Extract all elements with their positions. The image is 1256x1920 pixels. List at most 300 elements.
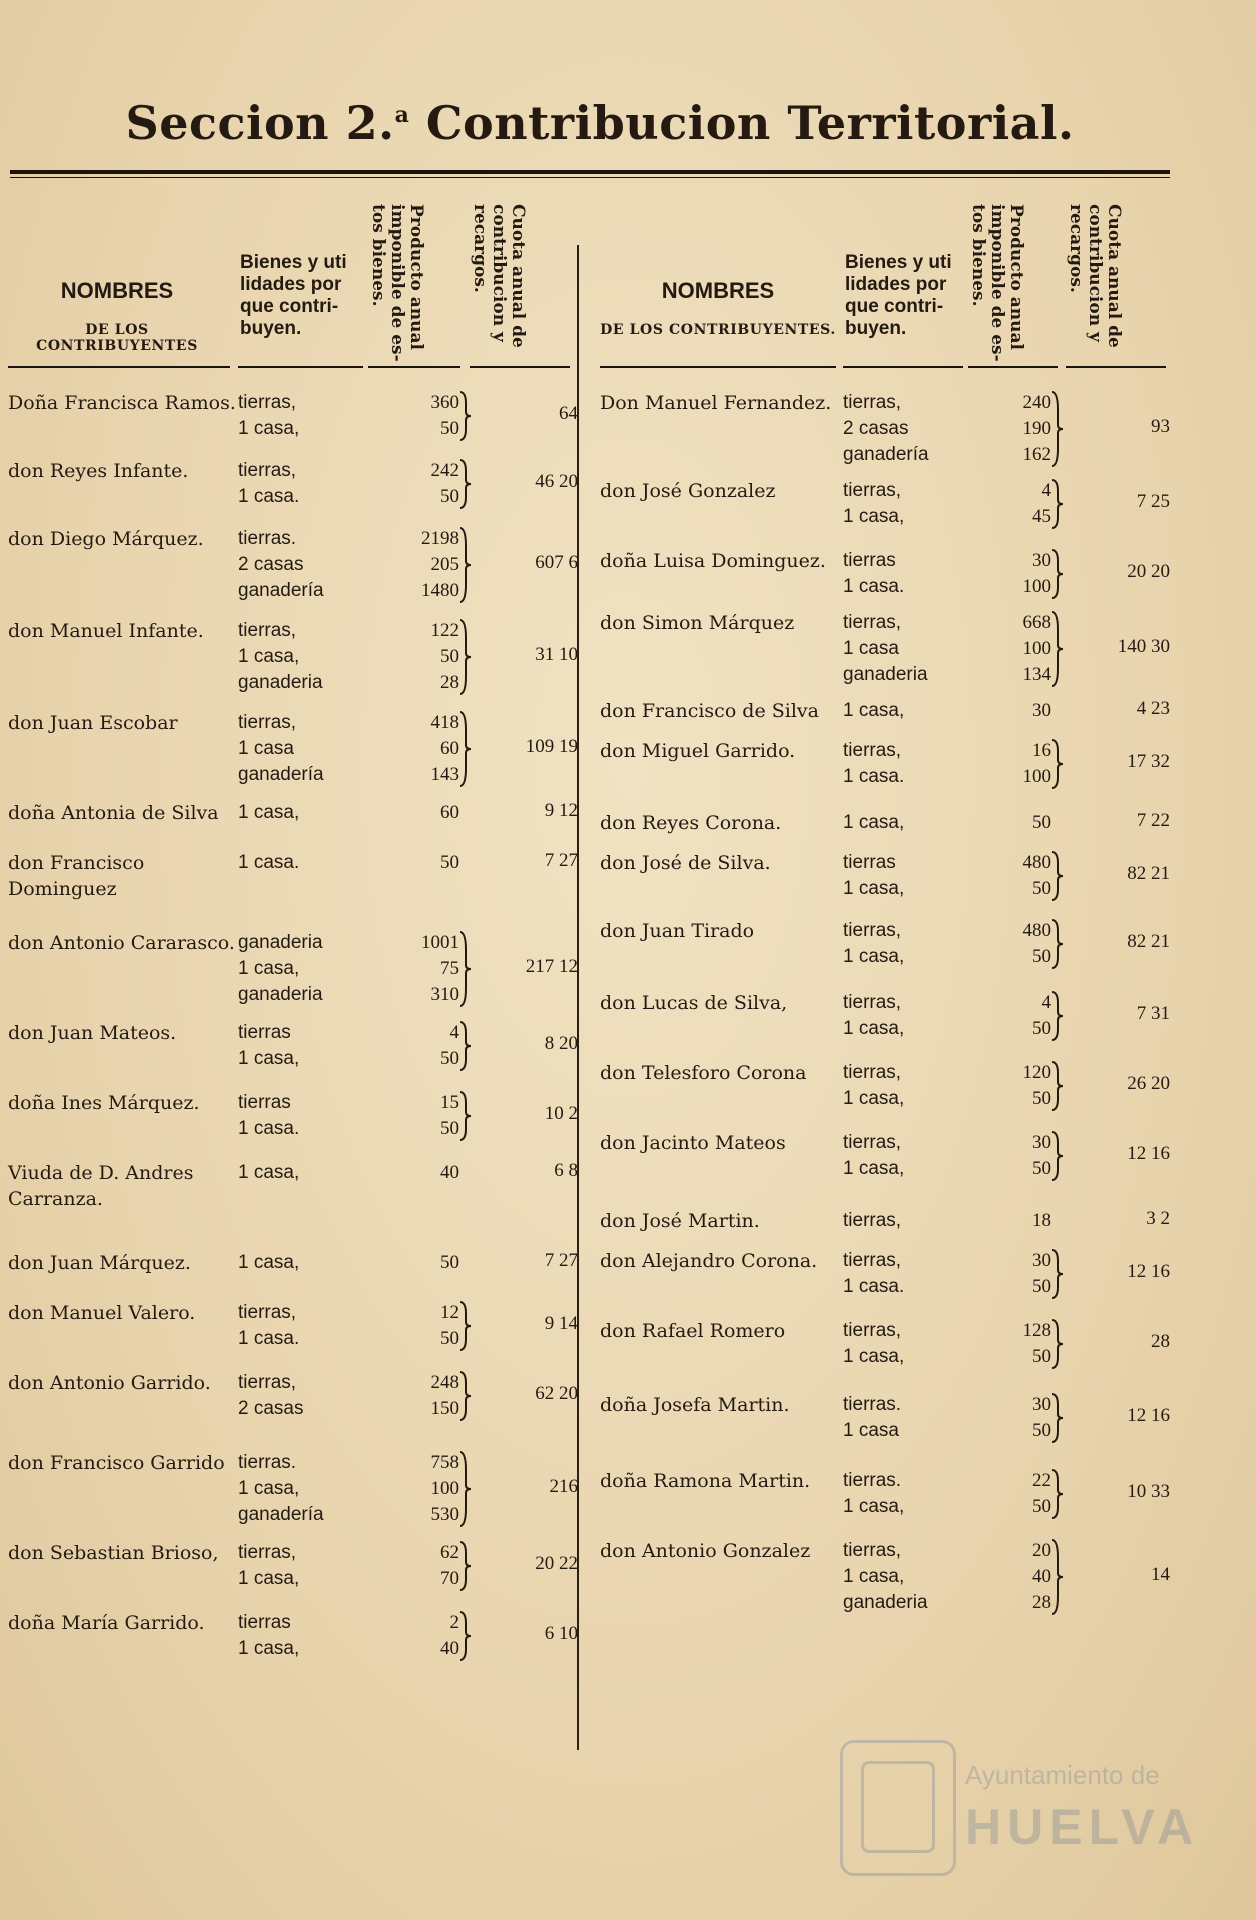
product-values (955, 850, 1051, 902)
property-list (238, 1540, 358, 1592)
product-value: 1001 (421, 932, 459, 953)
header-underline (8, 366, 230, 368)
product-value: 50 (440, 1328, 459, 1349)
product-value: 758 (430, 1452, 459, 1473)
tax-total: 20 20 (1127, 561, 1170, 582)
property-list (238, 1450, 358, 1528)
product-value: 12 (440, 1302, 459, 1323)
product-value: 30 (1032, 700, 1051, 721)
watermark-line2: HUELVA (965, 1799, 1200, 1855)
property-item: 1 casa (843, 638, 899, 659)
contributor-name: doña María Garrido. (8, 1612, 205, 1634)
property-list (843, 610, 963, 688)
tax-total: 12 16 (1127, 1261, 1170, 1282)
brace-icon (1050, 1248, 1064, 1300)
property-item: tierras, (843, 612, 902, 633)
property-item: 1 casa, (843, 1496, 905, 1517)
tax-total: 6 8 (554, 1160, 578, 1181)
property-item: tierras, (843, 392, 902, 413)
tax-total: 26 20 (1127, 1073, 1170, 1094)
property-list (843, 390, 963, 468)
contributor-name: don Reyes Corona. (600, 812, 782, 834)
property-item: 1 casa, (238, 802, 300, 823)
product-values (363, 710, 459, 788)
property-item: 2 casas (238, 554, 304, 575)
property-list (843, 1060, 963, 1112)
product-value: 50 (1032, 1018, 1051, 1039)
property-item: tierras, (238, 1302, 297, 1323)
brace-icon (458, 710, 472, 788)
product-values (363, 800, 459, 826)
property-item: ganaderia (238, 984, 323, 1005)
tax-total: 9 14 (544, 1313, 578, 1334)
contributor-name: Viuda de D. Andres Carranza. (8, 1162, 194, 1210)
property-item: 1 casa, (238, 1568, 300, 1589)
tax-total: 62 20 (535, 1383, 578, 1404)
property-item: 1 casa, (843, 1566, 905, 1587)
property-item: tierras, (843, 920, 902, 941)
tax-total: 12 16 (1127, 1143, 1170, 1164)
product-values (363, 526, 459, 604)
contributor-name: don Francisco Garrido (8, 1452, 225, 1474)
contributor-name: don José Martin. (600, 1210, 760, 1232)
bienes-header: Bienes y uti lidades por que contri- buyen. (845, 252, 952, 339)
property-item: ganaderia (238, 932, 323, 953)
product-values (955, 1130, 1051, 1182)
brace-icon (458, 1540, 472, 1592)
property-item: tierras, (238, 620, 297, 641)
contributor-name: don Antonio Garrido. (8, 1372, 211, 1394)
brace-icon (1050, 850, 1064, 902)
product-value: 50 (440, 418, 459, 439)
brace-icon (1050, 1538, 1064, 1616)
product-values (955, 918, 1051, 970)
product-value: 30 (1032, 1250, 1051, 1271)
product-value: 50 (1032, 946, 1051, 967)
property-item: tierras, (238, 392, 297, 413)
header-underline (1066, 366, 1166, 368)
brace-icon (458, 1300, 472, 1352)
property-item: 1 casa. (238, 852, 300, 873)
property-item: tierras, (843, 992, 902, 1013)
cuota-header: Cuota anual de contribucion y recargos. (470, 204, 528, 348)
product-value: 668 (1022, 612, 1051, 633)
property-item: 2 casas (843, 418, 909, 439)
property-item: 1 casa. (843, 766, 905, 787)
product-values (363, 1300, 459, 1352)
brace-icon (1050, 610, 1064, 688)
product-values (363, 390, 459, 442)
title-rest: Contribucion Territorial. (409, 96, 1075, 150)
product-value: 240 (1022, 392, 1051, 413)
brace-icon (1050, 738, 1064, 790)
property-list (238, 1160, 358, 1186)
product-value: 50 (440, 1252, 459, 1273)
tax-total: 64 (559, 403, 578, 424)
product-value: 100 (1022, 766, 1051, 787)
property-item: tierras (843, 852, 896, 873)
product-value: 70 (440, 1568, 459, 1589)
contributor-name: don Juan Mateos. (8, 1022, 177, 1044)
contributor-name: don José de Silva. (600, 852, 771, 874)
product-values (363, 930, 459, 1008)
property-item: ganaderia (843, 1592, 928, 1613)
property-item: 1 casa (238, 738, 294, 759)
property-list (843, 990, 963, 1042)
tax-total: 7 27 (544, 850, 578, 871)
tax-total: 8 20 (544, 1033, 578, 1054)
product-values (363, 458, 459, 510)
property-item: 1 casa, (238, 1162, 300, 1183)
property-item: 1 casa, (843, 700, 905, 721)
product-value: 16 (1032, 740, 1051, 761)
tax-total: 9 12 (544, 800, 578, 821)
brace-icon (1050, 478, 1064, 530)
product-values (955, 478, 1051, 530)
product-value: 4 (1041, 992, 1051, 1013)
product-value: 418 (430, 712, 459, 733)
bienes-header: Bienes y uti lidades por que contri- buyen. (240, 252, 347, 339)
product-value: 45 (1032, 506, 1051, 527)
tax-total: 31 10 (535, 644, 578, 665)
property-item: 1 casa, (843, 1158, 905, 1179)
header-underline (470, 366, 570, 368)
product-values (363, 1250, 459, 1276)
brace-icon (1050, 1392, 1064, 1444)
title-rule (10, 170, 1170, 174)
contributor-name: don Manuel Infante. (8, 620, 204, 642)
producto-header: Producto anual imponible de es- tos bienes. (968, 204, 1026, 362)
tax-total: 14 (1151, 1564, 1170, 1585)
property-item: ganadería (238, 764, 324, 785)
product-value: 310 (430, 984, 459, 1005)
product-values (363, 1370, 459, 1422)
property-list (843, 1318, 963, 1370)
property-item: 1 casa, (238, 418, 300, 439)
property-list (843, 738, 963, 790)
property-item: 1 casa (843, 1420, 899, 1441)
product-value: 480 (1022, 920, 1051, 941)
property-item: tierras, (238, 1542, 297, 1563)
brace-icon (1050, 390, 1064, 468)
tax-total: 109 19 (525, 736, 578, 757)
product-value: 28 (1032, 1592, 1051, 1613)
tax-total: 28 (1151, 1331, 1170, 1352)
tax-total: 17 32 (1127, 751, 1170, 772)
product-value: 50 (440, 486, 459, 507)
product-value: 28 (440, 672, 459, 693)
contributor-name: don Manuel Valero. (8, 1302, 196, 1324)
tax-total: 10 33 (1127, 1481, 1170, 1502)
property-item: ganadería (238, 580, 324, 601)
product-value: 40 (440, 1638, 459, 1659)
contributor-name: don Rafael Romero (600, 1320, 786, 1342)
product-values (955, 548, 1051, 600)
property-list (238, 458, 358, 510)
brace-icon (1050, 1130, 1064, 1182)
brace-icon (458, 618, 472, 696)
product-values (363, 1020, 459, 1072)
contributor-name: don Simon Márquez (600, 612, 795, 634)
product-value: 15 (440, 1092, 459, 1113)
header-underline (368, 366, 460, 368)
tax-total: 217 12 (525, 956, 578, 977)
property-item: 1 casa. (238, 1118, 300, 1139)
contributor-name: don José Gonzalez (600, 480, 776, 502)
product-value: 50 (1032, 1496, 1051, 1517)
product-values (363, 1610, 459, 1662)
right-table-header (600, 190, 1170, 370)
property-item: ganadería (843, 444, 929, 465)
title-main: Seccion 2. (125, 96, 395, 150)
tax-total: 7 22 (1136, 810, 1170, 831)
names-header (8, 278, 226, 354)
contributor-name: don Jacinto Mateos (600, 1132, 786, 1154)
brace-icon (458, 458, 472, 510)
property-list (843, 698, 963, 724)
property-item: tierras (843, 550, 896, 571)
property-item: 1 casa, (238, 958, 300, 979)
product-values (955, 1392, 1051, 1444)
product-values (363, 1540, 459, 1592)
title-sup: a (394, 102, 410, 128)
property-item: tierras, (843, 1250, 902, 1271)
product-value: 4 (449, 1022, 459, 1043)
product-value: 50 (440, 646, 459, 667)
product-value: 150 (430, 1398, 459, 1419)
tax-total: 7 31 (1136, 1003, 1170, 1024)
property-item: tierras, (843, 1210, 902, 1231)
property-item: tierras. (843, 1470, 902, 1491)
product-value: 100 (1022, 576, 1051, 597)
product-value: 360 (430, 392, 459, 413)
property-list (238, 618, 358, 696)
contributor-name: don Juan Tirado (600, 920, 755, 942)
names-header-small: DE LOS CONTRIBUYENTES. (600, 322, 836, 338)
product-value: 134 (1022, 664, 1051, 685)
contributor-name: doña Ines Márquez. (8, 1092, 200, 1114)
brace-icon (458, 930, 472, 1008)
product-values (955, 390, 1051, 468)
property-list (843, 1130, 963, 1182)
property-item: tierras, (843, 740, 902, 761)
product-value: 50 (1032, 878, 1051, 899)
producto-header: Producto anual imponible de es- tos bienes. (368, 204, 426, 362)
product-value: 30 (1032, 550, 1051, 571)
contributor-name: don Antonio Cararasco. (8, 932, 235, 954)
product-value: 40 (440, 1162, 459, 1183)
product-values (363, 850, 459, 876)
product-value: 50 (1032, 812, 1051, 833)
product-value: 62 (440, 1542, 459, 1563)
names-header-small: DE LOS CONTRIBUYENTES (36, 322, 198, 354)
cuota-header: Cuota anual de contribucion y recargos. (1066, 204, 1124, 348)
property-list (238, 1610, 358, 1662)
brace-icon (458, 1610, 472, 1662)
product-value: 143 (430, 764, 459, 785)
property-list (238, 526, 358, 604)
product-value: 30 (1032, 1132, 1051, 1153)
product-value: 50 (440, 1118, 459, 1139)
product-value: 50 (1032, 1276, 1051, 1297)
right-table (600, 190, 1170, 1760)
product-value: 75 (440, 958, 459, 979)
product-values (955, 1208, 1051, 1234)
property-list (843, 548, 963, 600)
product-value: 20 (1032, 1540, 1051, 1561)
property-list (238, 390, 358, 442)
product-value: 18 (1032, 1210, 1051, 1231)
tax-total: 82 21 (1127, 863, 1170, 884)
header-underline (843, 366, 963, 368)
product-values (955, 1318, 1051, 1370)
property-item: tierras. (843, 1394, 902, 1415)
contributor-name: doña Josefa Martin. (600, 1394, 790, 1416)
contributor-name: doña Ramona Martin. (600, 1470, 811, 1492)
brace-icon (1050, 990, 1064, 1042)
product-values (363, 1090, 459, 1142)
property-list (843, 1468, 963, 1520)
tax-total: 20 22 (535, 1553, 578, 1574)
product-value: 122 (430, 620, 459, 641)
brace-icon (1050, 548, 1064, 600)
product-values (955, 1468, 1051, 1520)
header-underline (600, 366, 836, 368)
contributor-name: don Alejandro Corona. (600, 1250, 818, 1272)
property-item: 1 casa, (238, 1048, 300, 1069)
product-values (955, 1248, 1051, 1300)
contributor-name: doña Luisa Dominguez. (600, 550, 826, 572)
property-item: 1 casa. (238, 1328, 300, 1349)
property-item: 1 casa. (238, 486, 300, 507)
property-list (843, 1248, 963, 1300)
property-list (238, 1250, 358, 1276)
property-item: tierras. (238, 528, 297, 549)
property-item: 1 casa. (843, 576, 905, 597)
names-header-big: NOMBRES (661, 278, 775, 303)
property-list (843, 478, 963, 530)
product-value: 50 (1032, 1088, 1051, 1109)
property-item: 1 casa, (238, 646, 300, 667)
property-list (238, 800, 358, 826)
tax-total: 7 27 (544, 1250, 578, 1271)
tax-total: 7 25 (1136, 491, 1170, 512)
property-item: 1 casa, (843, 946, 905, 967)
property-list (238, 710, 358, 788)
tax-total: 4 23 (1136, 698, 1170, 719)
product-value: 100 (430, 1478, 459, 1499)
product-value: 100 (1022, 638, 1051, 659)
property-item: tierras (238, 1612, 291, 1633)
product-value: 40 (1032, 1566, 1051, 1587)
property-item: 1 casa, (238, 1252, 300, 1273)
product-values (955, 1060, 1051, 1112)
property-item: tierras, (843, 480, 902, 501)
tax-total: 10 2 (544, 1103, 578, 1124)
header-underline (238, 366, 363, 368)
property-list (238, 1370, 358, 1422)
product-value: 30 (1032, 1394, 1051, 1415)
property-item: ganaderia (843, 664, 928, 685)
property-item: tierras, (843, 1132, 902, 1153)
brace-icon (458, 390, 472, 442)
product-value: 2198 (421, 528, 459, 549)
contributor-name: don Lucas de Silva, (600, 992, 788, 1014)
brace-icon (458, 526, 472, 604)
product-values (363, 1160, 459, 1186)
product-values (955, 610, 1051, 688)
contributor-name: don Telesforo Corona (600, 1062, 807, 1084)
brace-icon (458, 1020, 472, 1072)
contributor-name: don Diego Márquez. (8, 528, 204, 550)
product-value: 248 (430, 1372, 459, 1393)
tax-total: 6 10 (544, 1623, 578, 1644)
contributor-name: don Antonio Gonzalez (600, 1540, 811, 1562)
property-list (843, 1208, 963, 1234)
property-item: tierras, (843, 1540, 902, 1561)
product-value: 162 (1022, 444, 1051, 465)
crest-icon (840, 1740, 956, 1876)
property-item: 1 casa, (843, 812, 905, 833)
contributor-name: don Francisco Dominguez (8, 852, 145, 900)
brace-icon (458, 1090, 472, 1142)
product-value: 190 (1022, 418, 1051, 439)
property-item: tierras, (238, 1372, 297, 1393)
property-list (843, 810, 963, 836)
product-values (363, 618, 459, 696)
product-value: 205 (430, 554, 459, 575)
product-values (955, 1538, 1051, 1616)
product-value: 50 (1032, 1158, 1051, 1179)
brace-icon (1050, 1318, 1064, 1370)
brace-icon (458, 1450, 472, 1528)
contributor-name: don Juan Márquez. (8, 1252, 191, 1274)
contributor-name: don Reyes Infante. (8, 460, 189, 482)
product-value: 242 (430, 460, 459, 481)
contributor-name: don Sebastian Brioso, (8, 1542, 219, 1564)
contributor-name: Don Manuel Fernandez. (600, 392, 832, 414)
contributor-name: doña Antonia de Silva (8, 802, 219, 824)
tax-total: 607 6 (535, 552, 578, 573)
page-title (0, 96, 1200, 150)
brace-icon (1050, 1468, 1064, 1520)
brace-icon (1050, 918, 1064, 970)
product-values (955, 738, 1051, 790)
left-table-header (8, 190, 578, 370)
property-list (843, 850, 963, 902)
product-value: 60 (440, 802, 459, 823)
tax-total: 82 21 (1127, 931, 1170, 952)
watermark-line1: Ayuntamiento de (965, 1760, 1160, 1790)
property-list (238, 1020, 358, 1072)
tax-total: 140 30 (1117, 636, 1170, 657)
left-table (8, 190, 578, 1760)
property-item: 1 casa. (843, 1276, 905, 1297)
property-item: tierras (238, 1092, 291, 1113)
product-value: 50 (440, 1048, 459, 1069)
property-item: 2 casas (238, 1398, 304, 1419)
property-item: 1 casa, (843, 1018, 905, 1039)
property-item: 1 casa, (238, 1478, 300, 1499)
product-value: 1480 (421, 580, 459, 601)
property-list (238, 930, 358, 1008)
product-values (955, 698, 1051, 724)
product-value: 22 (1032, 1470, 1051, 1491)
property-item: tierras, (238, 712, 297, 733)
property-item: 1 casa, (843, 1088, 905, 1109)
property-item: ganaderia (238, 672, 323, 693)
product-values (955, 990, 1051, 1042)
